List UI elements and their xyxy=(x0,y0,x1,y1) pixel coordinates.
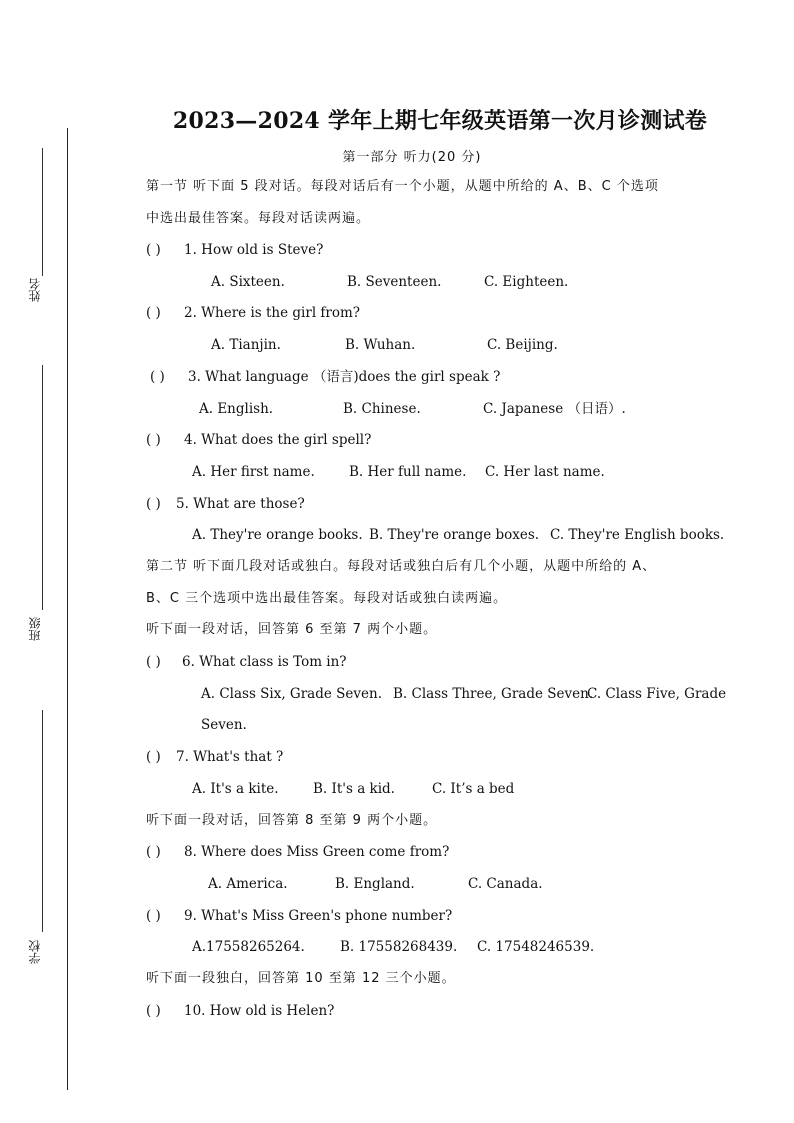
q9-option-c: C. 17548246539. xyxy=(477,939,595,955)
q5-option-c: C. They're English books. xyxy=(550,527,725,543)
answer-blank[interactable]: ( ) xyxy=(146,432,161,448)
question-10 xyxy=(146,1002,334,1020)
group1-instruction: 听下面一段对话，回答第 6 至第 7 两个小题。 xyxy=(146,622,438,637)
q3-option-c: C. Japanese （日语）. xyxy=(483,401,626,417)
exam-title: 2023—2024 学年上期七年级英语第一次月诊测试卷 xyxy=(172,108,708,134)
q2-option-a: A. Tianjin. xyxy=(211,337,281,353)
question-text: 9. What's Miss Green's phone number? xyxy=(184,908,453,924)
q2-option-c: C. Beijing. xyxy=(487,337,558,353)
question-text: 10. How old is Helen? xyxy=(184,1003,335,1019)
q3-option-b: B. Chinese. xyxy=(343,401,421,417)
answer-blank[interactable]: ( ) xyxy=(150,369,165,385)
question-text: 3. What language （语言)does the girl speak ? xyxy=(188,369,501,385)
q8-option-c: C. Canada. xyxy=(468,876,543,892)
question-text: 8. Where does Miss Green come from? xyxy=(184,844,450,860)
answer-blank[interactable]: ( ) xyxy=(146,305,161,321)
q9-option-b: B. 17558268439. xyxy=(340,939,458,955)
q4-option-a: A. Her first name. xyxy=(192,464,315,480)
q8-option-b: B. England. xyxy=(335,876,415,892)
q6-option-c: C. Class Five, Grade xyxy=(587,686,727,702)
q7-option-a: A. It's a kite. xyxy=(192,781,279,797)
q1-option-a: A. Sixteen. xyxy=(211,274,285,290)
q2-option-b: B. Wuhan. xyxy=(345,337,416,353)
answer-blank[interactable]: ( ) xyxy=(146,844,161,860)
q7-option-b: B. It's a kid. xyxy=(313,781,395,797)
q6-option-b: B. Class Three, Grade Seven. xyxy=(393,686,594,702)
question-text: 6. What class is Tom in? xyxy=(182,654,347,670)
q4-option-b: B. Her full name. xyxy=(349,464,467,480)
question-text: 1. How old is Steve? xyxy=(184,242,324,258)
question-4 xyxy=(146,431,371,449)
question-2 xyxy=(146,304,360,322)
section2-intro-line1: 第二节 听下面几段对话或独白。每段对话或独白后有几个小题，从题中所给的 A、 xyxy=(146,559,657,574)
group2-instruction: 听下面一段对话，回答第 8 至第 9 两个小题。 xyxy=(146,813,438,828)
question-9 xyxy=(146,907,452,925)
q1-option-b: B. Seventeen. xyxy=(347,274,442,290)
section1-intro-line2: 中选出最佳答案。每段对话读两遍。 xyxy=(146,211,371,226)
question-3 xyxy=(150,368,500,386)
name-blank-line xyxy=(42,148,43,276)
question-7 xyxy=(146,748,283,766)
answer-blank[interactable]: ( ) xyxy=(146,1003,161,1019)
q4-option-c: C. Her last name. xyxy=(485,464,605,480)
section1-intro-line1: 第一节 听下面 5 段对话。每段对话后有一个小题，从题中所给的 A、B、C 个选项 xyxy=(146,179,659,194)
question-1 xyxy=(146,241,323,259)
q9-option-a: A.17558265264. xyxy=(192,939,305,955)
question-8 xyxy=(146,843,449,861)
q5-option-b: B. They're orange boxes. xyxy=(369,527,540,543)
question-6 xyxy=(146,653,347,671)
part-title: 第一部分 听力(20 分) xyxy=(342,150,482,165)
school-field[interactable] xyxy=(26,710,46,980)
class-field[interactable] xyxy=(26,365,46,655)
group3-instruction: 听下面一段独白，回答第 10 至第 12 三个小题。 xyxy=(146,971,456,986)
class-blank-line xyxy=(42,365,43,610)
answer-blank[interactable]: ( ) xyxy=(146,749,161,765)
class-label: 班级 xyxy=(28,617,42,641)
q6-option-a: A. Class Six, Grade Seven. xyxy=(201,686,382,702)
q7-option-c: C. It’s a bed xyxy=(432,781,515,797)
answer-blank[interactable]: ( ) xyxy=(146,908,161,924)
answer-blank[interactable]: ( ) xyxy=(146,496,161,512)
question-5 xyxy=(146,495,305,513)
name-field[interactable] xyxy=(26,148,46,308)
question-text: 7. What's that ? xyxy=(176,749,284,765)
q5-option-a: A. They're orange books. xyxy=(192,527,363,543)
q6-option-c-cont: Seven. xyxy=(201,717,247,733)
answer-blank[interactable]: ( ) xyxy=(146,242,161,258)
q3-option-a: A. English. xyxy=(199,401,274,417)
question-text: 4. What does the girl spell? xyxy=(184,432,372,448)
question-text: 2. Where is the girl from? xyxy=(184,305,361,321)
q8-option-a: A. America. xyxy=(208,876,288,892)
name-label: 姓名 xyxy=(28,278,42,302)
school-blank-line xyxy=(42,710,43,932)
answer-blank[interactable]: ( ) xyxy=(146,654,161,670)
q1-option-c: C. Eighteen. xyxy=(484,274,569,290)
school-label: 学校 xyxy=(28,940,42,964)
binding-margin-line xyxy=(67,128,68,1090)
question-text: 5. What are those? xyxy=(176,496,305,512)
section2-intro-line2: B、C 三个选项中选出最佳答案。每段对话或独白读两遍。 xyxy=(146,591,508,606)
